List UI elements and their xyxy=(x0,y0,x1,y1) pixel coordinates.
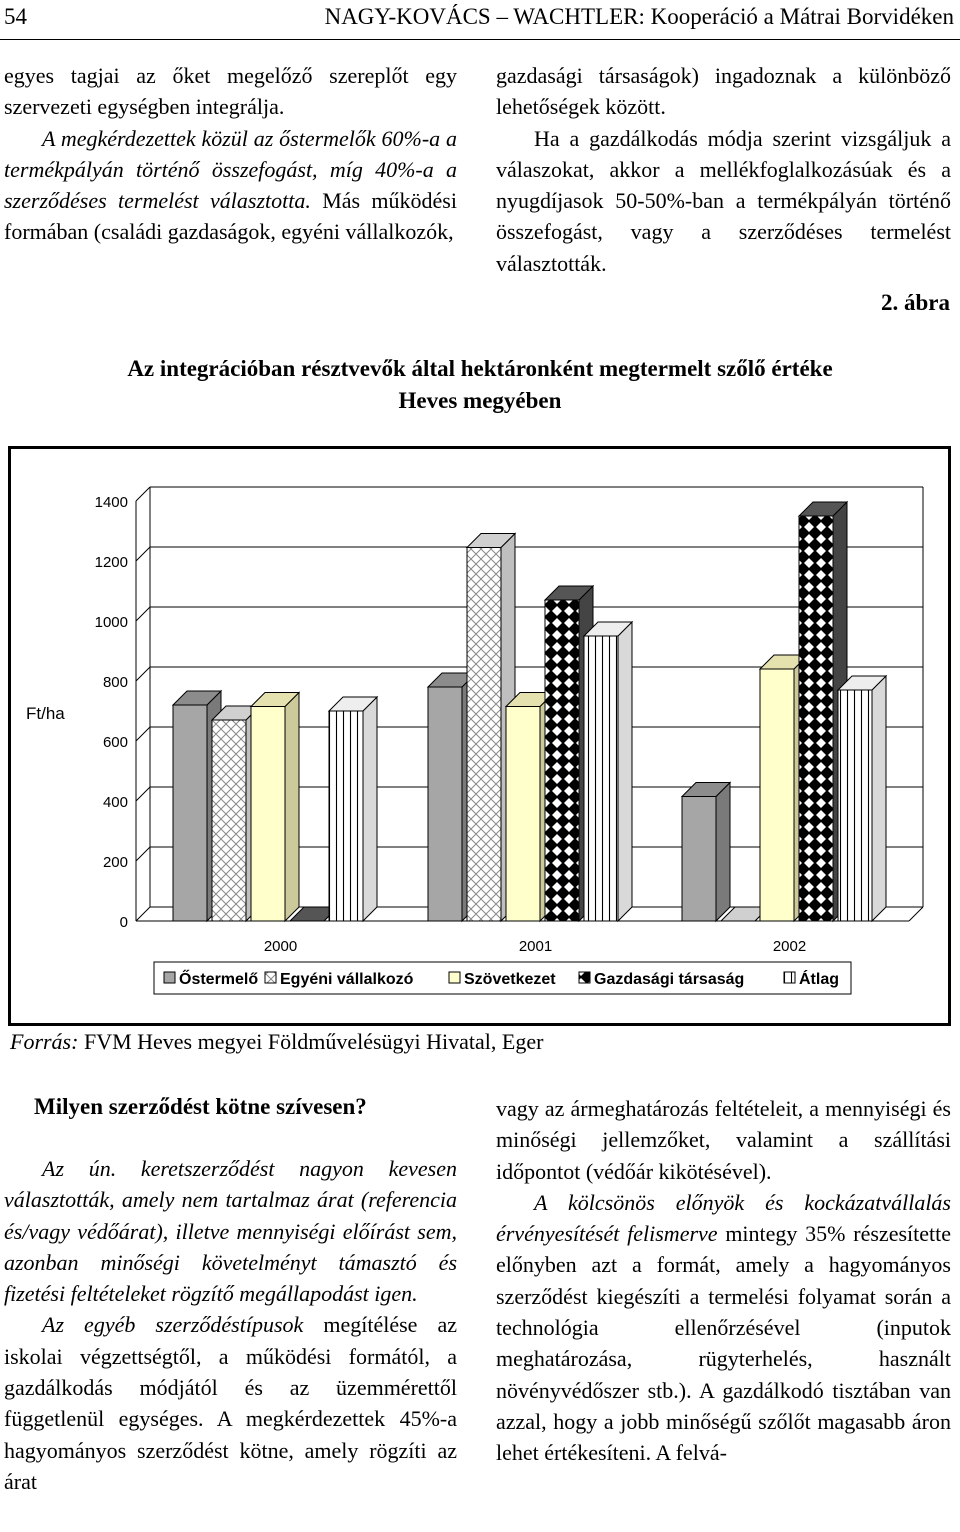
gridline-diagonal xyxy=(136,907,150,921)
bar-side xyxy=(363,697,377,921)
paragraph xyxy=(4,1309,457,1497)
legend-swatch xyxy=(265,972,276,983)
bar-front xyxy=(584,636,618,921)
bar-front xyxy=(251,707,285,922)
italic-text: Az egyéb szerződéstípusok xyxy=(42,1312,304,1338)
bar xyxy=(682,783,730,922)
bar-chart xyxy=(11,449,948,1023)
top-left-column xyxy=(4,60,457,248)
figure-title-line: Heves megyében xyxy=(398,388,562,413)
x-tick-label: 2001 xyxy=(518,938,553,955)
gridline-diagonal xyxy=(136,607,150,621)
bar-front xyxy=(838,690,872,921)
paragraph: gazdasági társaságok) ingadoznak a különböző lehetőségek között. xyxy=(496,63,951,120)
paragraph xyxy=(4,123,457,248)
y-tick-label: 1000 xyxy=(94,614,128,631)
gridline-diagonal xyxy=(136,667,150,681)
bar-front xyxy=(799,516,833,921)
italic-text: A kölcsönös előnyök és kockázatvállalás érvényesítését felismerve xyxy=(496,1189,951,1247)
bar-front xyxy=(506,707,540,922)
y-axis-label: Ft/ha xyxy=(26,704,65,723)
floor-edge xyxy=(909,907,923,921)
bar-front xyxy=(760,669,794,921)
gridline-diagonal xyxy=(136,847,150,861)
bar-front xyxy=(329,711,363,921)
x-tick-label: 2000 xyxy=(263,938,298,955)
bar-side xyxy=(618,622,632,921)
gridline-diagonal xyxy=(136,787,150,801)
body-text: Más működési formában (családi gazdaságok, egyéni vállalkozók, xyxy=(4,188,457,245)
paragraph: Ha a gazdálkodás módja szerint vizsgáljuk a válaszokat, akkor a mellékfoglalkozásúak és a nyugdíjasok 50-50%-ban a termékpályán történő összefogást, vagy a szerződéses termelést választották. xyxy=(496,125,951,276)
legend-label: Szövetkezet xyxy=(464,971,556,988)
figure-title-line: Az integrációban résztvevők által hektáronként megtermelt szőlő értéke xyxy=(127,356,833,381)
bar-front xyxy=(467,548,501,922)
legend-swatch xyxy=(784,972,795,983)
y-tick-label: 600 xyxy=(102,734,128,751)
legend-swatch xyxy=(579,972,590,983)
y-tick-label: 1200 xyxy=(94,554,128,571)
paragraph xyxy=(496,1187,951,1469)
gridline-diagonal xyxy=(136,487,150,501)
bar-front xyxy=(212,720,246,921)
bar-front xyxy=(428,687,462,921)
bar-front xyxy=(545,600,579,921)
page-number: 54 xyxy=(4,4,27,29)
bar-side xyxy=(716,783,730,922)
legend-label: Egyéni vállalkozó xyxy=(280,971,414,988)
source-label: Forrás: xyxy=(10,1029,79,1054)
figure-label: 2. ábra xyxy=(881,290,950,315)
gridline-diagonal xyxy=(136,727,150,741)
bar-side xyxy=(872,676,886,921)
body-text: megítélése az iskolai végzettségtől, a működési formától, a gazdálkodás módjától és az üzemmérettől függetlenül egységes. A megkérdezettek 45%-a hagyományos szerződést kötne, amely rögzíti az árat xyxy=(4,1312,457,1494)
y-tick-label: 0 xyxy=(119,914,128,931)
italic-text: A megkérdezettek közül az őstermelők 60%-a a termékpályán történő összefogást, míg 40%-a a szerződéses termelést választotta. xyxy=(4,125,457,214)
section-title: Milyen szerződést kötne szívesen? xyxy=(34,1094,367,1119)
bottom-left-column xyxy=(4,1153,457,1497)
bar xyxy=(329,697,377,921)
bottom-right-column xyxy=(496,1093,951,1469)
top-right-column xyxy=(496,60,951,279)
y-tick-label: 200 xyxy=(102,854,128,871)
paragraph: vagy az ármeghatározás feltételeit, a mennyiségi és minőségi jellemzőket, valamint a szállítási időpontot (védőár kikötésével). xyxy=(496,1096,951,1184)
bar xyxy=(584,622,632,921)
running-title: NAGY-KOVÁCS – WACHTLER: Kooperáció a Mátrai Borvidéken xyxy=(324,4,954,29)
y-tick-label: 1400 xyxy=(94,494,128,511)
legend-label: Átlag xyxy=(799,971,839,988)
chart-legend xyxy=(154,962,851,994)
legend-label: Őstermelő xyxy=(179,971,259,988)
legend-swatch xyxy=(449,972,460,983)
bar-side xyxy=(285,693,299,922)
paragraph: egyes tagjai az őket megelőző szereplőt egy szervezeti egységben integrálja. xyxy=(4,63,457,120)
gridline-diagonal xyxy=(136,547,150,561)
figure-source xyxy=(10,1029,543,1055)
chart-bars xyxy=(173,502,886,921)
body-text: mintegy 35% részesítette előnyben azt a formát, amely a hagyományos szerződést kiegészíti a termelési folyamat során a technológia ellenőrzésével (inputok meghatározása, rügyterhelés, használt növényvédőszer stb.). A gazdálkodó tisztában van azzal, hogy a jobb minőségű szőlőt magasabb áron lehet értékesíteni. A felvá- xyxy=(496,1221,951,1466)
bar-front xyxy=(173,705,207,921)
paragraph: Az ún. keretszerződést nagyon kevesen választották, amely nem tartalmaz árat (referencia és/vagy védőárat), illetve mennyiségi előírást sem, azonban minőségi követelményt támasztó és fizetési feltételeket rögzítő megállapodást igen. xyxy=(4,1156,457,1307)
legend-label: Gazdasági társaság xyxy=(594,971,745,988)
chart-frame xyxy=(8,446,951,1026)
bar xyxy=(838,676,886,921)
x-tick-label: 2002 xyxy=(772,938,807,955)
legend-swatch xyxy=(164,972,175,983)
y-tick-label: 800 xyxy=(102,674,128,691)
bar xyxy=(251,693,299,922)
source-text: FVM Heves megyei Földművelésügyi Hivatal, Eger xyxy=(78,1029,544,1054)
bar-front xyxy=(682,797,716,922)
figure-title xyxy=(0,353,960,417)
y-tick-label: 400 xyxy=(102,794,128,811)
page-header xyxy=(0,0,960,40)
